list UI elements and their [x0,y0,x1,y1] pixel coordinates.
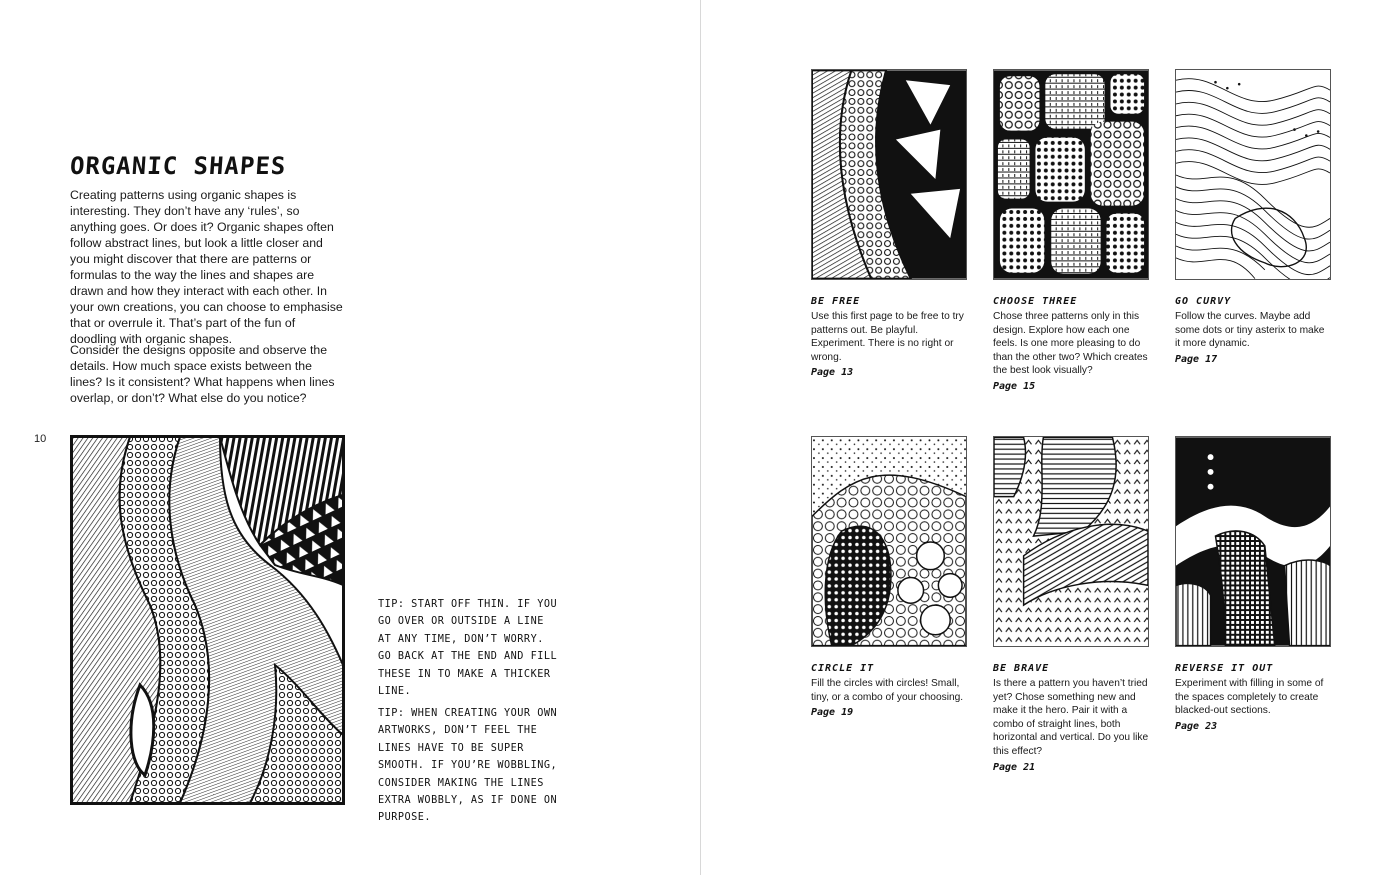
card-page-ref: Page 19 [811,707,854,719]
card-description: Follow the curves. Maybe add some dots or tiny asterix to make it more dynamic. [1175,311,1325,350]
thumbnail-circle-it [811,436,967,647]
question-paragraph: Consider the designs opposite and observe the details. How much space exists between the lines? Is it consistent? What happens when lines overlap, or don’t? What else do you notice? [70,343,335,405]
card-description: Is there a pattern you haven’t tried yet? Chose something new and make it the hero. Pair it with a combo of straight lines, both horizontal and vertical. Do you like this effect? [993,678,1149,757]
thumbnail-choose-three [993,69,1149,280]
thumbnail-be-free [811,69,967,280]
card-title: REVERSE IT OUT [1175,663,1274,674]
card-choose-three [993,69,1149,392]
card-description: Use this first page to be free to try patterns out. Be playful. Experiment. There is no right or wrong. [811,311,964,363]
thumbnail-reverse-it-out [1175,436,1331,647]
card-circle-it [811,436,967,718]
card-title: CHOOSE THREE [993,296,1078,307]
card-be-free [811,69,967,378]
card-page-ref: Page 23 [1175,720,1218,732]
card-page-ref: Page 21 [993,761,1036,773]
page-number: 10 [34,433,47,445]
tip-thin-lines: TIP: START OFF THIN. IF YOU GO OVER OR OUTSIDE A LINE AT ANY TIME, DON’T WORRY. GO BACK AT THE END AND FILL THESE IN TO MAKE A THICKER LINE. [378,599,558,698]
card-description: Experiment with filling in some of the spaces completely to create blacked-out sections. [1175,678,1324,717]
thumbnail-be-brave [993,436,1149,647]
tip-wobbly-lines: TIP: WHEN CREATING YOUR OWN ARTWORKS, DON’T FEEL THE LINES HAVE TO BE SUPER SMOOTH. IF YOU’RE WOBBLING, CONSIDER MAKING THE LINES EXTRA WOBBLY, AS IF DONE ON PURPOSE. [378,708,558,824]
card-go-curvy [1175,69,1331,365]
card-description: Fill the circles with circles! Small, tiny, or a combo of your choosing. [811,678,964,703]
card-page-ref: Page 15 [993,380,1036,392]
card-page-ref: Page 17 [1175,353,1218,365]
card-reverse-it-out [1175,436,1331,732]
intro-paragraph: Creating patterns using organic shapes is interesting. They don’t have any ‘rules’, so anything goes. Or does it? Organic shapes often follow abstract lines, but look a little closer and you might discover that there are patterns or formulas to the way the lines and shapes are drawn and how they interact with each other. In your own creations, you can choose to emphasise that or overrule it. That’s part of the fun of doodling with organic shapes. [70,188,343,346]
card-page-ref: Page 13 [811,367,854,379]
card-description: Chose three patterns only in this design. Explore how each one feels. Is one more pleasing to do than the other two? Which creates the best look visually? [993,311,1148,377]
card-title: BE FREE [811,296,861,307]
card-title: BE BRAVE [993,663,1050,674]
card-be-brave [993,436,1149,773]
organic-doodle-illustration [70,435,345,805]
card-title: CIRCLE IT [811,663,875,674]
thumbnail-go-curvy [1175,69,1331,280]
card-title: GO CURVY [1175,296,1232,307]
page-title: ORGANIC SHAPES [69,152,288,180]
right-page [701,0,1400,875]
